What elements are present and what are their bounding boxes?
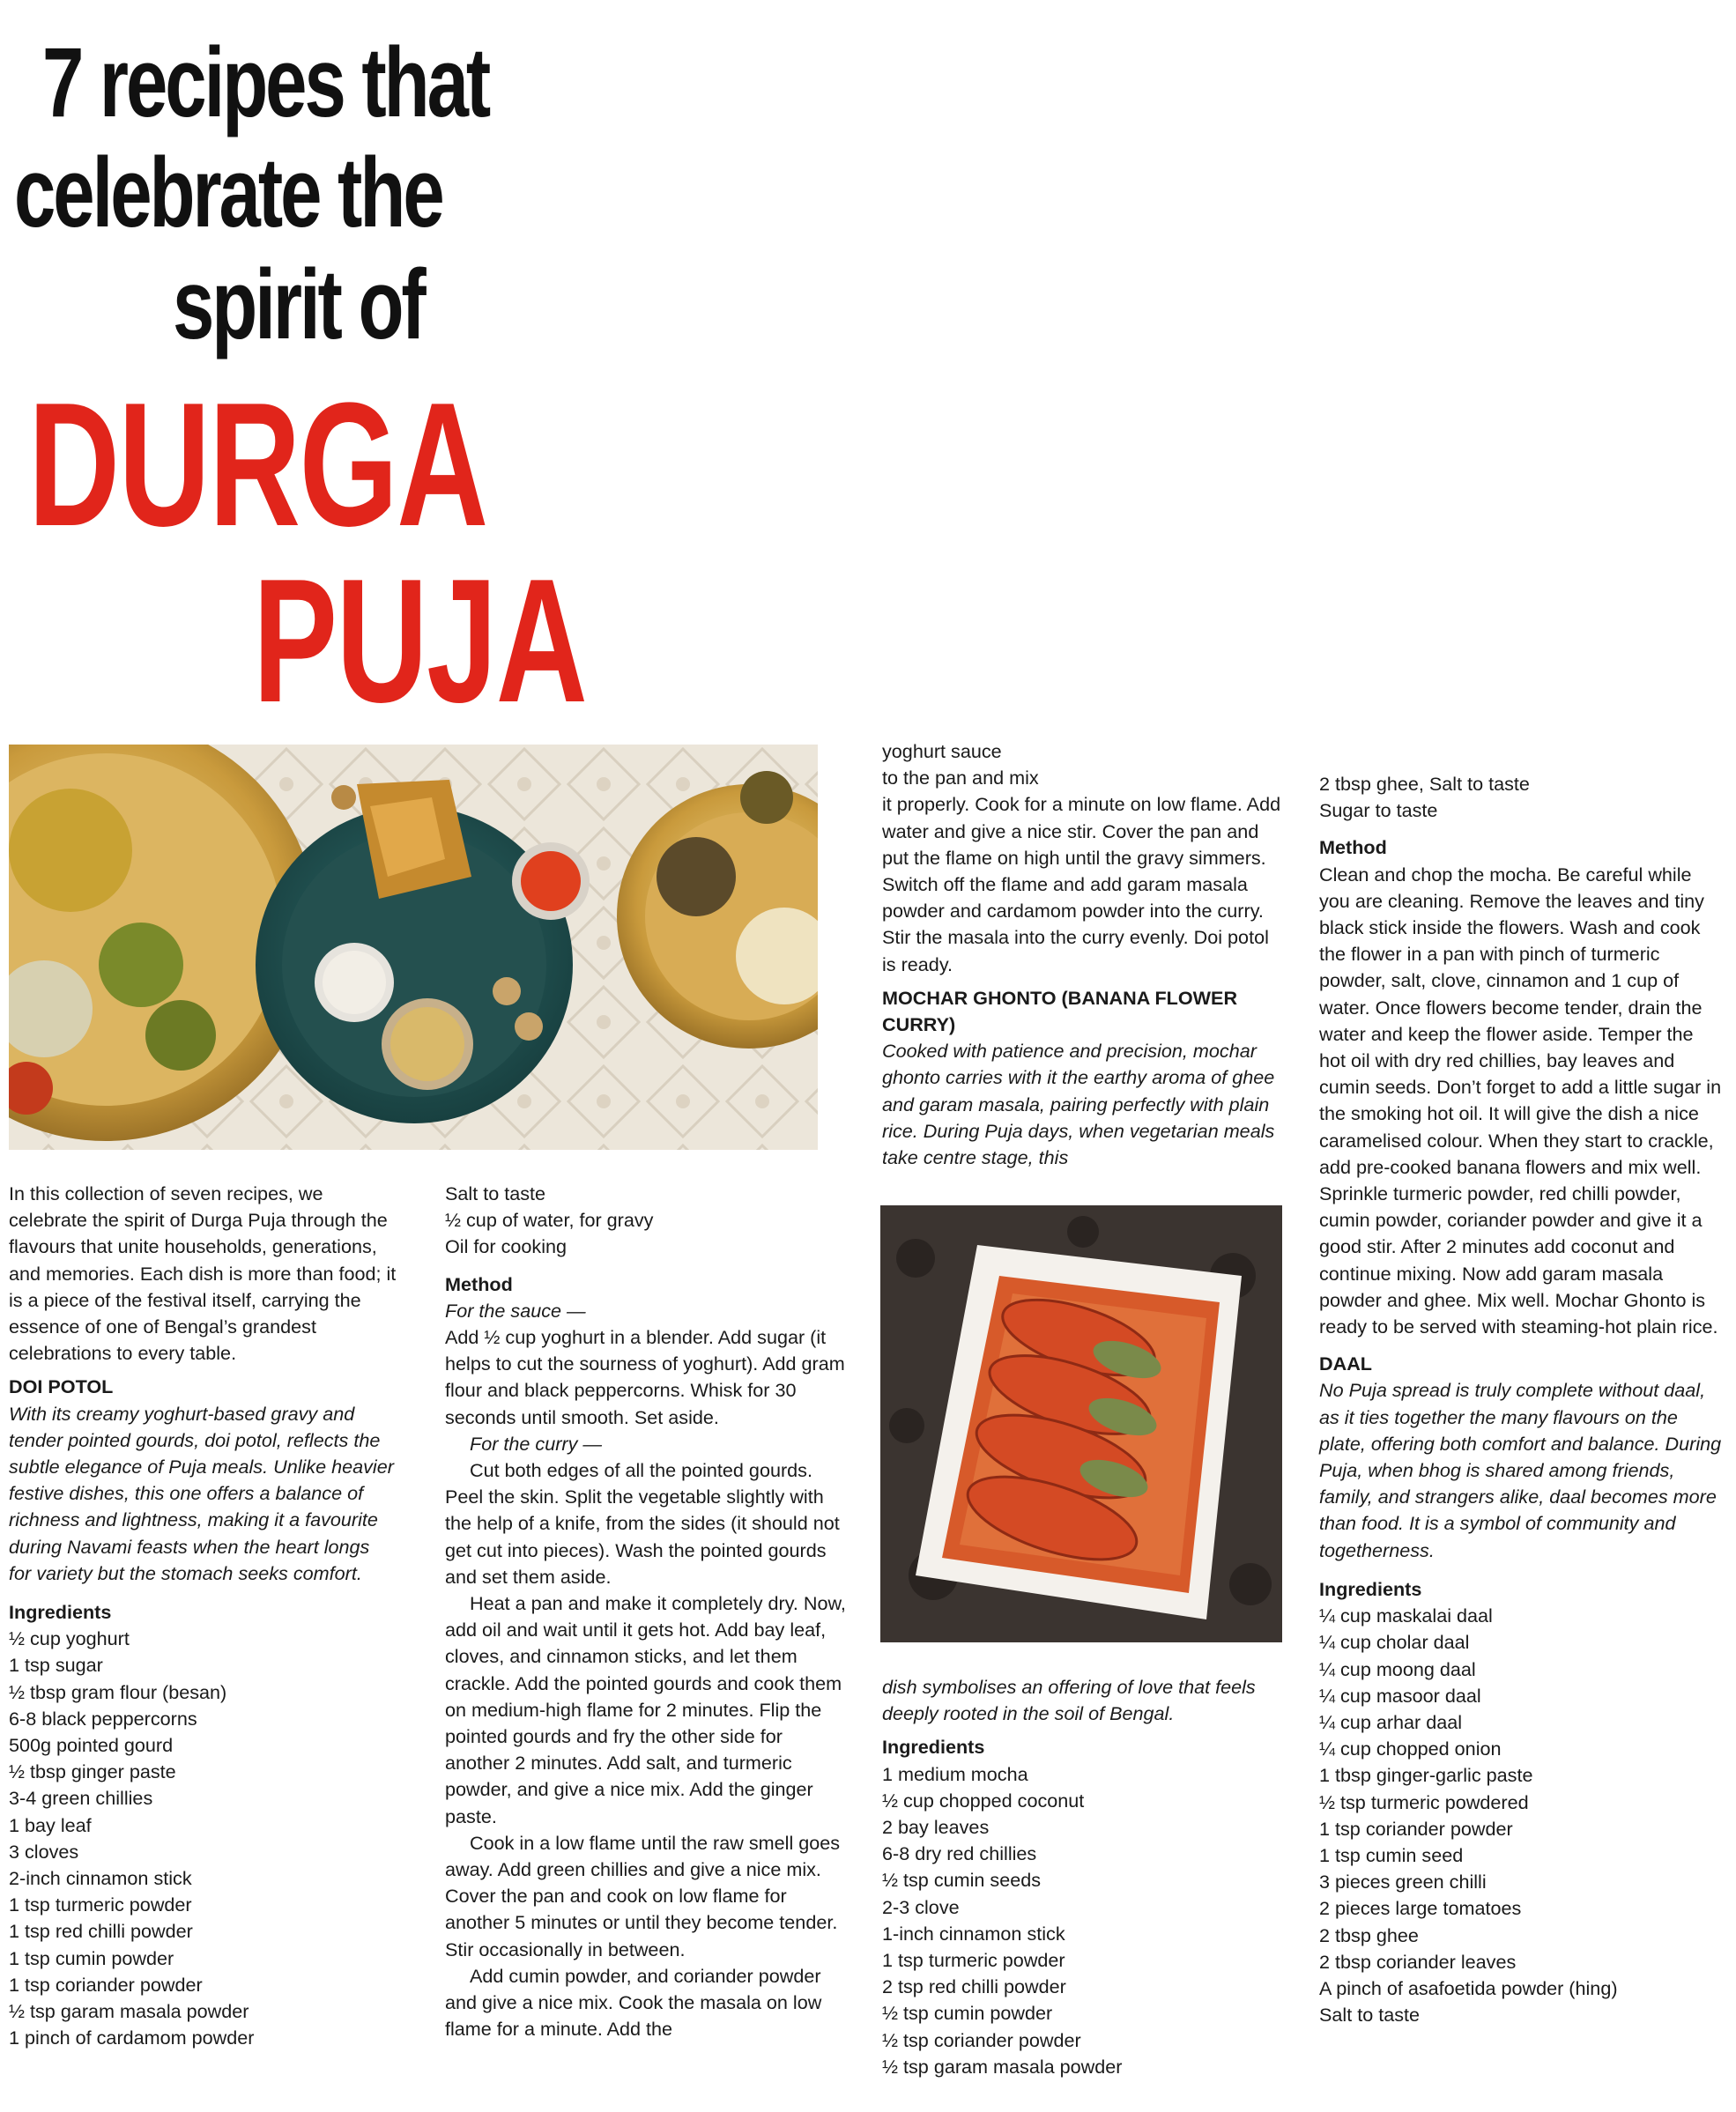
list-item: ½ tsp coriander powder <box>882 2028 1081 2051</box>
intro-paragraph: In this collection of seven recipes, we celebrate the spirit of Durga Puja through the flavours that unite households, generations, and memories. Each dish is more than food; it is a piece of the festival itself, carrying the essence of one of Bengal’s grandest celebrations to every table. <box>9 1182 397 1365</box>
list-item: 2 tbsp coriander leaves <box>1319 1950 1517 1973</box>
curry-step-5-rest: it properly. Cook for a minute on low flame. Add water and give a nice stir. Cover the pan and put the flame on high until the gravy simmers. Switch off the flame and add garam masala powder and cardamom powder into the curry. Stir the masala into the curry evenly. Doi potol is ready. <box>882 793 1281 975</box>
mochar-ghonto-ingredients-continued <box>1319 771 1725 824</box>
daal-title: DAAL <box>1319 1352 1372 1375</box>
list-item: ½ tsp cumin seeds <box>882 1869 1042 1892</box>
list-item: Sugar to taste <box>1319 799 1438 822</box>
curry-photo <box>880 1205 1282 1642</box>
list-item: 1 pinch of cardamom powder <box>9 2027 255 2049</box>
doi-potol-ingredients-heading: Ingredients <box>9 1601 112 1624</box>
doi-potol-ingredients-list <box>9 1626 397 2051</box>
list-item: 1 tsp turmeric powder <box>882 1949 1065 1972</box>
list-item: ¼ cup maskalai daal <box>1319 1604 1493 1627</box>
curry-label: For the curry — <box>470 1432 602 1455</box>
list-item: 2 tsp red chilli powder <box>882 1975 1066 1998</box>
curry-step-4: Add cumin powder, and coriander powder and give a nice mix. Cook the masala on low flame for a minute. Add the <box>445 1964 822 2041</box>
headline-line-4: DURGA <box>28 367 487 563</box>
list-item: ½ tsp turmeric powdered <box>1319 1790 1529 1813</box>
list-item: 1 tsp red chilli powder <box>9 1920 193 1943</box>
list-item: 1-inch cinnamon stick <box>882 1922 1065 1945</box>
list-item: 3-4 green chillies <box>9 1787 153 1810</box>
column-2 <box>445 1181 846 2043</box>
list-item: ¼ cup moong daal <box>1319 1657 1476 1680</box>
list-item: 6-8 dry red chillies <box>882 1842 1037 1865</box>
mochar-ghonto-ingredients-heading: Ingredients <box>882 1736 985 1759</box>
list-item: 2-inch cinnamon stick <box>9 1867 192 1890</box>
mochar-ghonto-ingredients-list <box>882 1761 1283 2080</box>
list-item: ½ cup of water, for gravy <box>445 1209 654 1232</box>
headline-line-3: spirit of <box>173 249 424 359</box>
list-item: ½ tsp garam masala powder <box>882 2055 1123 2078</box>
list-item: 1 tsp turmeric powder <box>9 1893 192 1916</box>
list-item: ¼ cup arhar daal <box>1319 1710 1463 1733</box>
list-item: A pinch of asafoetida powder (hing) <box>1319 1976 1618 1999</box>
mochar-ghonto-title: MOCHAR GHONTO (BANANA FLOWER CURRY) <box>882 986 1238 1036</box>
list-item: ¼ cup chopped onion <box>1319 1738 1502 1760</box>
column-3-bottom <box>882 1674 1283 2080</box>
list-item: 6-8 black peppercorns <box>9 1707 197 1730</box>
list-item: ½ tsp garam masala powder <box>9 2000 249 2023</box>
headline-line-1: 7 recipes that <box>42 27 489 137</box>
list-item: 1 tsp cumin powder <box>9 1946 174 1969</box>
list-item: ½ tsp cumin powder <box>882 2002 1053 2025</box>
list-item: Salt to taste <box>1319 2004 1421 2027</box>
daal-ingredients-list <box>1319 1603 1725 2028</box>
curry-step-1: Cut both edges of all the pointed gourds. Peel the skin. Split the vegetable slightly with the help of a knife, from the sides (it should not get cut into pieces). Wash the pointed gourds and set them aside. <box>445 1459 840 1588</box>
doi-potol-ingredients-continued <box>445 1181 846 1261</box>
list-item: Oil for cooking <box>445 1235 568 1258</box>
list-item: 1 tsp coriander powder <box>1319 1817 1513 1840</box>
list-item: Salt to taste <box>445 1182 546 1204</box>
list-item: 1 tsp coriander powder <box>9 1973 203 1996</box>
list-item: 2 bay leaves <box>882 1816 990 1839</box>
column-3-top <box>882 738 1283 1171</box>
sauce-label: For the sauce — <box>445 1299 586 1322</box>
list-item: 1 medium mocha <box>882 1762 1028 1785</box>
list-item: 2 tbsp ghee, Salt to taste <box>1319 773 1530 795</box>
curry-step-5-line-1: yoghurt sauce <box>882 740 1002 762</box>
list-item: ½ tbsp gram flour (besan) <box>9 1680 227 1703</box>
headline-line-5: PUJA <box>253 543 587 739</box>
list-item: 1 tbsp ginger-garlic paste <box>1319 1764 1533 1787</box>
list-item: ¼ cup masoor daal <box>1319 1684 1481 1707</box>
list-item: ½ cup yoghurt <box>9 1627 130 1650</box>
thali-photo <box>9 745 818 1150</box>
list-item: 3 cloves <box>9 1840 79 1863</box>
doi-potol-title: DOI POTOL <box>9 1375 114 1398</box>
curry-step-5-line-2: to the pan and mix <box>882 767 1039 789</box>
doi-potol-description: With its creamy yoghurt-based gravy and tender pointed gourds, doi potol, reflects the subtle elegance of Puja meals. Unlike heavier festive dishes, this one offers a balance of richness and lightness, making it a favourite during Navami feasts when the heart longs for variety but the stomach seeks comfort. <box>9 1402 394 1584</box>
list-item: ½ cup chopped coconut <box>882 1789 1085 1812</box>
mochar-ghonto-method-heading: Method <box>1319 836 1387 859</box>
mochar-ghonto-description: Cooked with patience and precision, mochar ghonto carries with it the earthy aroma of ghee and garam masala, pairing perfectly with plain rice. During Puja days, when vegetarian meals take centre stage, this <box>882 1040 1275 1169</box>
mochar-ghonto-description-continued: dish symbolises an offering of love that feels deeply rooted in the soil of Bengal. <box>882 1676 1256 1725</box>
list-item: 1 tsp cumin seed <box>1319 1843 1464 1866</box>
column-1 <box>9 1181 397 2052</box>
column-4 <box>1319 771 1725 2028</box>
list-item: 500g pointed gourd <box>9 1734 174 1757</box>
headline-line-2: celebrate the <box>14 137 442 248</box>
list-item: 1 tsp sugar <box>9 1654 103 1677</box>
curry-step-3: Cook in a low flame until the raw smell goes away. Add green chillies and give a nice mix. Cover the pan and cook on low flame for another 5 minutes or until they become tender. Stir occasionally in between. <box>445 1831 841 1960</box>
list-item: 2 tbsp ghee <box>1319 1923 1419 1946</box>
sauce-text: Add ½ cup yoghurt in a blender. Add sugar (it helps to cut the sourness of yoghurt). Add gram flour and black peppercorns. Whisk for 30 seconds until smooth. Set aside. <box>445 1326 845 1428</box>
list-item: 1 bay leaf <box>9 1813 92 1836</box>
list-item: 2-3 clove <box>882 1895 960 1918</box>
list-item: ½ tbsp ginger paste <box>9 1760 176 1783</box>
list-item: 2 pieces large tomatoes <box>1319 1897 1522 1920</box>
doi-potol-method-heading: Method <box>445 1272 513 1295</box>
daal-ingredients-heading: Ingredients <box>1319 1577 1422 1600</box>
list-item: 3 pieces green chilli <box>1319 1871 1487 1893</box>
list-item: ¼ cup cholar daal <box>1319 1631 1470 1654</box>
mochar-ghonto-method: Clean and chop the mocha. Be careful while you are cleaning. Remove the leaves and tiny black stick inside the flowers. Wash and cook the flower in a pan with pinch of turmeric powder, salt, clove, cinnamon and 1 cup of water. Once flowers become tender, drain the water and keep the flower aside. Temper the hot oil with dry red chillies, bay leaves and cumin seeds. Don’t forget to add a little sugar in the smoking hot oil. It will give the dish a nice caramelised colour. When they start to crackle, add pre-cooked banana flowers and mix well. Sprinkle turmeric powder, red chilli powder, cumin powder, coriander powder and give it a good stir. After 2 minutes add coconut and continue mixing. Now add garam masala powder and ghee. Mix well. Mochar Ghonto is ready to be served with steaming-hot plain rice. <box>1319 863 1722 1338</box>
curry-step-2: Heat a pan and make it completely dry. Now, add oil and wait until it gets hot. Add bay leaf, cloves, and cinnamon sticks, and let them crackle. Add the pointed gourds and cook them on medium-high flame for 2 minutes. Flip the pointed gourds and fry the other side for another 2 minutes. Add salt, and turmeric powder, and give a nice mix. Add the ginger paste. <box>445 1592 846 1827</box>
daal-description: No Puja spread is truly complete without daal, as it ties together the many flavours on the plate, offering both comfort and balance. During Puja, when bhog is shared among friends, family, and strangers alike, daal becomes more than food. It is a symbol of community and togetherness. <box>1319 1379 1722 1561</box>
